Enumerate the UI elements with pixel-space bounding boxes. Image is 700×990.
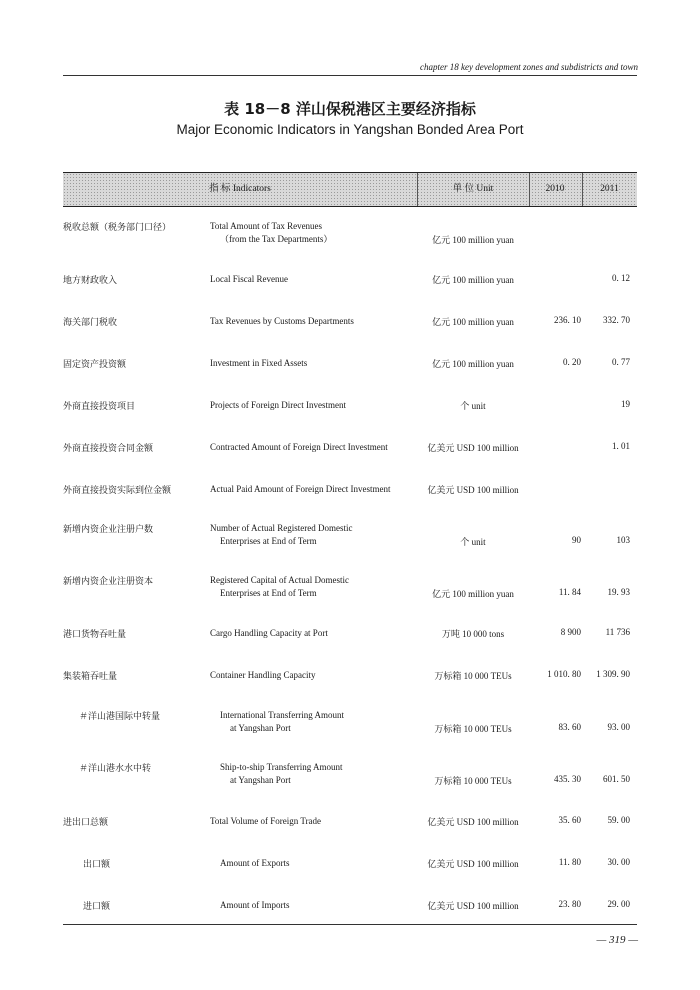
indicator-en: Projects of Foreign Direct Investment — [210, 400, 346, 410]
table-header — [63, 172, 637, 207]
indicator-en: Local Fiscal Revenue — [210, 274, 288, 284]
unit-cell: 亿元 100 million yuan — [432, 235, 514, 246]
value-2010: 236. 10 — [554, 315, 581, 325]
indicator-en: International Transferring Amount at Yangshan Port — [220, 710, 344, 733]
value-2010: 8 900 — [560, 627, 581, 637]
value-2011: 29. 00 — [607, 899, 630, 909]
value-2011: 19. 93 — [607, 587, 630, 597]
value-2010: 1 010. 80 — [547, 669, 581, 679]
unit-cell: 万标箱 10 000 TEUs — [434, 671, 512, 682]
indicator-cn: ＃洋山港水水中转 — [79, 764, 152, 774]
unit-cell: 个 unit — [460, 401, 486, 412]
unit-cell: 亿美元 USD 100 million — [427, 859, 519, 870]
value-2010: 23. 80 — [558, 899, 581, 909]
value-2010: 11. 84 — [558, 587, 581, 597]
indicator-cn: 固定资产投资额 — [63, 360, 127, 370]
value-2011: 93. 00 — [607, 722, 630, 732]
indicator-en: Amount of Exports — [220, 858, 290, 868]
indicator-en: Ship-to-ship Transferring Amount at Yangshan Port — [220, 762, 343, 785]
running-head: chapter 18 key development zones and subdistricts and town — [420, 62, 638, 72]
indicator-cn: 出口额 — [83, 860, 111, 870]
header-unit: 单 位 Unit — [452, 184, 494, 194]
header-indicator: 指 标 Indicators — [209, 184, 271, 194]
value-2010: 35. 60 — [558, 815, 581, 825]
value-2010: 90 — [572, 535, 581, 545]
indicator-cn: 海关部门税收 — [63, 318, 118, 328]
indicator-cn: 地方财政收入 — [63, 276, 118, 286]
unit-cell: 个 unit — [460, 537, 486, 548]
indicator-en: Tax Revenues by Customs Departments — [210, 316, 354, 326]
unit-cell: 亿美元 USD 100 million — [427, 901, 519, 912]
indicator-cn: 外商直接投资项目 — [63, 402, 136, 412]
value-2011: 19 — [621, 399, 630, 409]
indicator-en: Contracted Amount of Foreign Direct Investment — [210, 442, 388, 452]
unit-cell: 亿美元 USD 100 million — [427, 485, 519, 496]
value-2010: 435. 30 — [554, 774, 581, 784]
value-2011: 11 736 — [605, 627, 630, 637]
page-number: — 319 — — [596, 934, 638, 946]
value-2011: 332. 70 — [603, 315, 630, 325]
indicator-cn: 新增内资企业注册户数 — [63, 525, 154, 535]
indicator-cn: 外商直接投资实际到位金额 — [63, 486, 172, 496]
indicator-en: Registered Capital of Actual Domestic Enterprises at End of Term — [210, 575, 349, 598]
value-2011: 103 — [616, 535, 630, 545]
bottom-rule — [63, 924, 637, 925]
value-2011: 59. 00 — [607, 815, 630, 825]
indicator-en: Actual Paid Amount of Foreign Direct Investment — [210, 484, 391, 494]
indicator-en: Container Handling Capacity — [210, 670, 316, 680]
value-2011: 0. 12 — [612, 273, 630, 283]
indicator-cn: 港口货物吞吐量 — [63, 630, 127, 640]
indicator-cn: 集装箱吞吐量 — [63, 672, 118, 682]
unit-cell: 亿元 100 million yuan — [432, 589, 514, 600]
indicator-en: Total Volume of Foreign Trade — [210, 816, 322, 826]
indicator-en: Total Amount of Tax Revenues （from the Tax Departments） — [210, 221, 333, 244]
header-2010: 2010 — [545, 184, 565, 194]
indicator-cn: 进出口总额 — [63, 818, 109, 828]
indicator-en: Investment in Fixed Assets — [210, 358, 308, 368]
indicator-cn: ＃洋山港国际中转量 — [79, 712, 161, 722]
value-2011: 1. 01 — [612, 441, 630, 451]
unit-cell: 万标箱 10 000 TEUs — [434, 724, 512, 735]
table-title-en: Major Economic Indicators in Yangshan Bonded Area Port — [176, 122, 524, 137]
header-2011: 2011 — [600, 184, 619, 194]
value-2010: 83. 60 — [558, 722, 581, 732]
unit-cell: 亿美元 USD 100 million — [427, 817, 519, 828]
indicators-table — [63, 172, 637, 912]
indicator-cn: 外商直接投资合同金额 — [63, 444, 154, 454]
unit-cell: 万吨 10 000 tons — [441, 629, 505, 640]
value-2011: 1 309. 90 — [596, 669, 630, 679]
top-rule — [63, 75, 637, 76]
indicator-cn: 进口额 — [83, 902, 111, 912]
table-title-cn: 表 18－8 洋山保税港区主要经济指标 — [224, 100, 476, 118]
unit-cell: 亿美元 USD 100 million — [427, 443, 519, 454]
value-2010: 11. 80 — [558, 857, 581, 867]
unit-cell: 亿元 100 million yuan — [432, 359, 514, 370]
value-2011: 601. 50 — [603, 774, 630, 784]
indicator-cn: 税收总额（税务部门口径） — [63, 223, 172, 233]
indicator-en: Amount of Imports — [220, 900, 290, 910]
indicator-en: Cargo Handling Capacity at Port — [210, 628, 328, 638]
value-2011: 0. 77 — [612, 357, 630, 367]
unit-cell: 万标箱 10 000 TEUs — [434, 776, 512, 787]
value-2010: 0. 20 — [563, 357, 581, 367]
unit-cell: 亿元 100 million yuan — [432, 275, 514, 286]
indicator-cn: 新增内资企业注册资本 — [63, 577, 154, 587]
indicator-en: Number of Actual Registered Domestic Enterprises at End of Term — [210, 523, 353, 546]
unit-cell: 亿元 100 million yuan — [432, 317, 514, 328]
value-2011: 30. 00 — [607, 857, 630, 867]
